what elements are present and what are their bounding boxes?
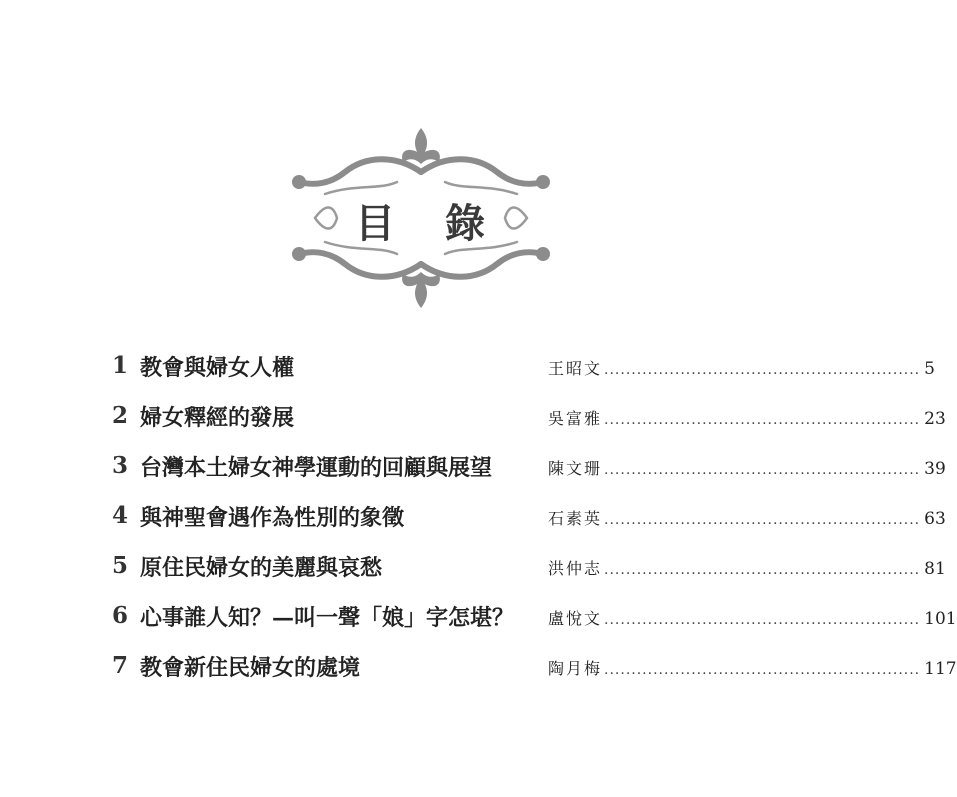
chapter-author: 石素英 xyxy=(548,509,603,528)
chapter-number: 6 xyxy=(112,602,129,629)
chapter-number: 3 xyxy=(112,452,129,479)
chapter-number: 2 xyxy=(112,402,129,429)
leader-dots: .......................................................... xyxy=(604,512,921,528)
toc-entry[interactable] xyxy=(112,396,946,446)
leader-dots: .......................................................... xyxy=(604,462,921,478)
chapter-author: 陳文珊 xyxy=(548,459,603,478)
leader-dots: .......................................................... xyxy=(604,412,921,428)
page-number: 101 xyxy=(924,609,957,629)
chapter-title: 與神聖會遇作為性別的象徵 xyxy=(140,505,405,531)
page-number: 39 xyxy=(924,459,946,479)
chapter-meta xyxy=(548,356,935,379)
chapter-author: 陶月梅 xyxy=(548,659,603,678)
chapter-number: 5 xyxy=(112,552,129,579)
page-number: 23 xyxy=(924,409,946,429)
chapter-meta xyxy=(548,656,957,679)
leader-dots: .......................................................... xyxy=(604,562,921,578)
chapter-title: 教會新住民婦女的處境 xyxy=(140,655,361,681)
chapter-meta xyxy=(548,606,957,629)
chapter-author: 洪仲志 xyxy=(548,559,603,578)
chapter-meta xyxy=(548,456,946,479)
chapter-title: 原住民婦女的美麗與哀愁 xyxy=(140,555,383,581)
chapter-meta xyxy=(548,556,946,579)
page-number: 5 xyxy=(924,359,935,379)
page-number: 63 xyxy=(924,509,946,529)
chapter-number: 7 xyxy=(112,652,129,679)
leader-dots: .......................................................... xyxy=(604,612,921,628)
table-of-contents xyxy=(112,346,957,696)
chapter-number: 1 xyxy=(112,352,129,379)
chapter-title: 教會與婦女人權 xyxy=(140,355,295,381)
chapter-meta xyxy=(548,506,946,529)
chapter-author: 王昭文 xyxy=(548,359,603,378)
toc-heading: 目 錄 xyxy=(355,200,503,247)
chapter-author: 盧悅文 xyxy=(548,609,603,628)
chapter-author: 吳富雅 xyxy=(548,409,603,428)
leader-dots: .......................................................... xyxy=(604,662,921,678)
toc-entry[interactable] xyxy=(112,346,935,396)
chapter-title: 台灣本土婦女神學運動的回顧與展望 xyxy=(140,455,493,481)
page-number: 117 xyxy=(924,659,957,679)
chapter-meta xyxy=(548,406,946,429)
chapter-number: 4 xyxy=(112,502,129,529)
chapter-title: 婦女釋經的發展 xyxy=(140,405,295,431)
leader-dots: .......................................................... xyxy=(604,362,921,378)
toc-entry[interactable] xyxy=(112,496,946,546)
toc-entry[interactable] xyxy=(112,596,957,646)
toc-entry[interactable] xyxy=(112,546,946,596)
chapter-title: 心事誰人知？—叫一聲「娘」字怎堪？ xyxy=(140,605,515,631)
toc-entry[interactable] xyxy=(112,446,946,496)
toc-entry[interactable] xyxy=(112,646,957,696)
page-number: 81 xyxy=(924,559,946,579)
